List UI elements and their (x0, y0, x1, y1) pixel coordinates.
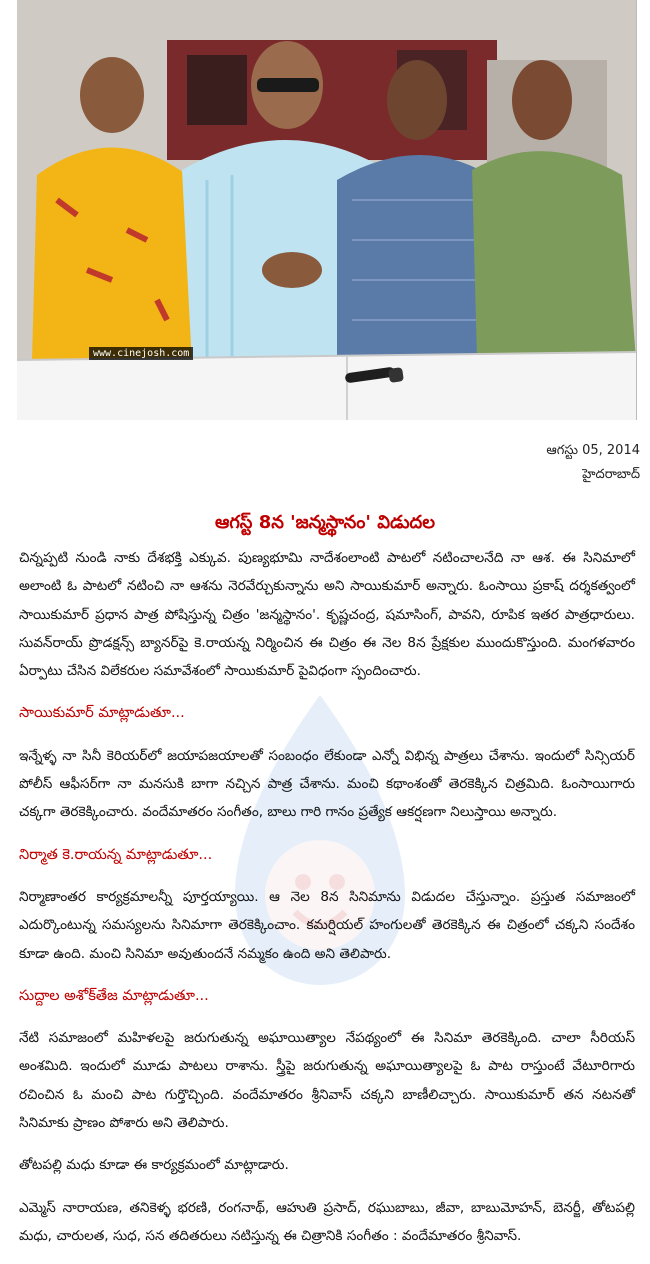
closing-paragraph-2: ఎమ్మెస్ నారాయణ, తనికెళ్ళ భరణి, రంగనాథ్, ఆహుతి ప్రసాద్, రఘుబాబు, జీవా, బాబుమోహన్, బెనర్జీ, తోటపల్లి మధు, చారులత, సుధ, సన తదితరులు నటిస్తున్న ఈ చిత్రానికి సంగీతం : వందేమాతరం శ్రీనివాస్. (19, 1199, 635, 1244)
press-meet-photo (17, 0, 637, 420)
section-heading-producer: నిర్మాత కె.రాయన్న మాట్లాడుతూ... (19, 846, 213, 863)
closing-paragraph-1: తోటపల్లి మధు కూడా ఈ కార్యక్రమంలో మాట్లాడారు. (19, 1157, 289, 1174)
dateline (546, 439, 640, 487)
intro-paragraph: చిన్నప్పటి నుండి నాకు దేశభక్తి ఎక్కువ. పుణ్యభూమి నాదేశంలాంటి పాటలో నటించాలనేది నా ఆశ. ఈ సినిమాలో అలాంటి ఓ పాటలో నటించి నా ఆశను నెరవేర్చుకున్నాను అని సాయికుమార్ అన్నారు. ఓంసాయి ప్రకాష్ దర్శకత్వంలో సాయికుమార్ ప్రధాన పాత్ర పోషిస్తున్న చిత్రం 'జన్మస్థానం'. కృష్ణచంద్ర, షమాసింగ్, పావని, రూపిక ఇతర పాత్రధారులు. సువన్‌రాయ్ ప్రొడక్షన్స్ బ్యానర్‌పై కె.రాయన్న నిర్మించిన ఈ చిత్రం ఈ నెల 8న ప్రేక్షకుల ముందుకొస్తుంది. మంగళవారం ఏర్పాటు చేసిన విలేకరుల సమావేశంలో సాయికుమార్ పైవిధంగా స్పందించారు. (19, 550, 635, 680)
article-headline: ఆగస్ట్ 8న 'జన్మస్థానం' విడుదల (214, 512, 436, 533)
article-date: ఆగస్టు 05, 2014 (546, 443, 640, 458)
section-text-producer: నిర్మాణాంతర కార్యక్రమాలన్నీ పూర్తయ్యాయి. ఆ నెల 8న సినిమాను విడుదల చేస్తున్నాం. ప్రస్తుత సమాజంలో ఎదుర్కొంటున్న సమస్యలను సినిమాగా తెరకెక్కించాం. కమర్షియల్ హంగులతో తెరకెక్కిన ఈ చిత్రంలో చక్కని సందేశం కూడా ఉంది. మంచి సినిమా అవుతుందనే నమ్మకం ఉంది అని తెలిపారు. (19, 888, 635, 962)
section-heading-saikumar: సాయికుమార్ మాట్లాడుతూ... (19, 705, 185, 722)
photo-watermark: www.cinejosh.com (89, 347, 193, 360)
article-body (19, 544, 635, 1264)
section-heading-lyricist: సుద్దాల అశోక్‌తేజ మాట్లాడుతూ... (19, 987, 209, 1004)
article-place: హైదరాబాద్ (582, 467, 640, 482)
section-text-saikumar: ఇన్నేళ్ళ నా సినీ కెరియర్‌లో జయాపజయాలతో సంబంధం లేకుండా ఎన్నో విభిన్న పాత్రలు చేశాను. ఇందులో సిన్సియర్ పోలీస్ ఆఫీసర్‌గా నా మనసుకి బాగా నచ్చిన పాత్ర చేశాను. మంచి కథాంశంతో తెరకెక్కిన చిత్రమిది. ఓంసాయిగారు చక్కగా తెరకెక్కించారు. వందేమాతరం సంగీతం, బాలు గారి గానం ప్రత్యేక ఆకర్షణగా నిలుస్తాయి అన్నారు. (19, 747, 635, 821)
section-text-lyricist: నేటి సమాజంలో మహిళలపై జరుగుతున్న అఘాయిత్యాల నేపథ్యంలో ఈ సినిమా తెరకెక్కింది. చాలా సీరియస్ అంశమిది. ఇందులో మూడు పాటలు రాశాను. స్త్రీపై జరుగుతున్న అఘాయిత్యాలపై ఓ పాట రాస్తుంటే వేటూరిగారు రచించిన ఓ మంచి పాట గుర్తొచ్చింది. వందేమాతరం శ్రీనివాస్ చక్కని బాణీలిచ్చారు. సాయికుమార్ తన నటనతో సినిమాకు ప్రాణం పోశారు అని తెలిపారు. (19, 1030, 635, 1132)
cinejosh-logo-icon (607, 12, 637, 420)
